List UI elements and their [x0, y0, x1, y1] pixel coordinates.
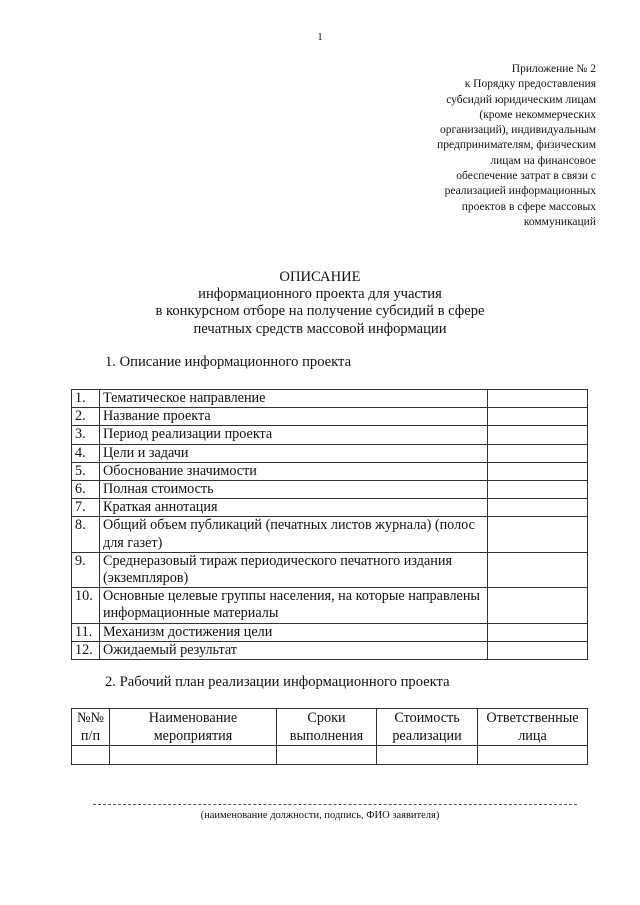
row-label: Обоснование значимости — [100, 462, 488, 480]
table-row — [72, 390, 588, 408]
row-number: 3. — [72, 426, 100, 444]
appendix-line: коммуникаций — [523, 215, 596, 228]
signature-caption: (наименование должности, подпись, ФИО заявителя) — [200, 810, 440, 821]
row-number: 2. — [72, 408, 100, 426]
appendix-line: к Порядку предоставления — [464, 78, 596, 91]
row-label: Механизм достижения цели — [100, 623, 488, 641]
appendix-line: Приложение № 2 — [511, 63, 596, 75]
row-value-cell[interactable] — [488, 552, 588, 587]
col-header-line: №№ — [76, 710, 105, 726]
table-row — [72, 462, 588, 480]
row-label: Краткая аннотация — [100, 499, 488, 517]
row-value-cell[interactable] — [488, 517, 588, 552]
col-header-deadline — [277, 709, 377, 746]
table-row — [72, 552, 588, 587]
row-number: 11. — [72, 623, 100, 641]
appendix-note — [396, 62, 596, 230]
title-line: в конкурсном отборе на получение субсидий в сфере — [155, 303, 485, 320]
appendix-line: обеспечение затрат в связи с — [456, 170, 596, 183]
table-cell[interactable] — [277, 746, 377, 765]
row-label: Тематическое направление — [100, 390, 488, 408]
row-number: 6. — [72, 481, 100, 499]
row-number: 10. — [72, 588, 100, 623]
row-value-cell[interactable] — [488, 588, 588, 623]
appendix-line: субсидий юридическим лицам — [446, 93, 596, 106]
appendix-line: предпринимателям, физическим — [437, 139, 596, 152]
row-value-cell[interactable] — [488, 481, 588, 499]
row-label: Основные целевые группы населения, на которые направлены информационные материалы — [100, 588, 488, 623]
col-header-line: реализации — [392, 727, 462, 744]
work-plan-table — [71, 708, 588, 765]
col-header-line: п/п — [80, 727, 101, 744]
section1-heading: 1. Описание информационного проекта — [105, 354, 352, 370]
row-number: 9. — [72, 552, 100, 587]
col-header-line: Сроки — [307, 710, 346, 726]
row-label: Полная стоимость — [100, 481, 488, 499]
row-number: 12. — [72, 641, 100, 659]
row-value-cell[interactable] — [488, 408, 588, 426]
col-header-line: выполнения — [289, 727, 364, 744]
col-header-line: Стоимость — [394, 710, 460, 726]
table-row — [72, 623, 588, 641]
row-label: Среднеразовый тираж периодического печатного издания (экземпляров) — [100, 552, 488, 587]
row-label: Период реализации проекта — [100, 426, 488, 444]
row-number: 4. — [72, 444, 100, 462]
signature-line — [93, 796, 577, 805]
appendix-line: проектов в сфере массовых — [461, 200, 596, 213]
table-row — [72, 481, 588, 499]
table-row — [72, 444, 588, 462]
table-row — [72, 588, 588, 623]
table-cell[interactable] — [377, 746, 478, 765]
row-value-cell[interactable] — [488, 641, 588, 659]
table-cell[interactable] — [478, 746, 588, 765]
table-row — [72, 426, 588, 444]
col-header-line: Наименование — [148, 710, 238, 726]
table-row — [72, 408, 588, 426]
row-label: Ожидаемый результат — [100, 641, 488, 659]
project-description-table — [71, 389, 588, 660]
table-row — [72, 499, 588, 517]
appendix-line: организаций), индивидуальным — [439, 124, 596, 137]
row-number: 8. — [72, 517, 100, 552]
table-row — [72, 517, 588, 552]
work-plan-empty-row — [72, 746, 588, 765]
appendix-line: реализацией информационных — [444, 185, 596, 198]
row-value-cell[interactable] — [488, 623, 588, 641]
appendix-line: лицам на финансовое — [490, 154, 596, 167]
row-value-cell[interactable] — [488, 426, 588, 444]
row-value-cell[interactable] — [488, 444, 588, 462]
col-header-line: лица — [518, 727, 547, 744]
table-row — [72, 641, 588, 659]
col-header-responsible — [478, 709, 588, 746]
row-value-cell[interactable] — [488, 499, 588, 517]
table-cell[interactable] — [72, 746, 110, 765]
title-line: печатных средств массовой информации — [193, 320, 447, 337]
work-plan-header-row — [72, 709, 588, 746]
title-line: информационного проекта для участия — [198, 286, 442, 303]
col-header-cost — [377, 709, 478, 746]
col-header-line: мероприятия — [153, 727, 233, 744]
title-line: ОПИСАНИЕ — [279, 269, 361, 285]
row-number: 1. — [72, 390, 100, 408]
table-cell[interactable] — [110, 746, 277, 765]
row-label: Общий объем публикаций (печатных листов журнала) (полос для газет) — [100, 517, 488, 552]
col-header-number — [72, 709, 110, 746]
document-title — [0, 269, 640, 338]
row-number: 5. — [72, 462, 100, 480]
section2-heading: 2. Рабочий план реализации информационного проекта — [105, 674, 450, 690]
row-number: 7. — [72, 499, 100, 517]
row-label: Цели и задачи — [100, 444, 488, 462]
row-label: Название проекта — [100, 408, 488, 426]
col-header-line: Ответственные — [486, 710, 579, 726]
row-value-cell[interactable] — [488, 462, 588, 480]
page-number: 1 — [317, 31, 323, 43]
row-value-cell[interactable] — [488, 390, 588, 408]
appendix-line: (кроме некоммерческих — [479, 108, 596, 121]
col-header-activity — [110, 709, 277, 746]
